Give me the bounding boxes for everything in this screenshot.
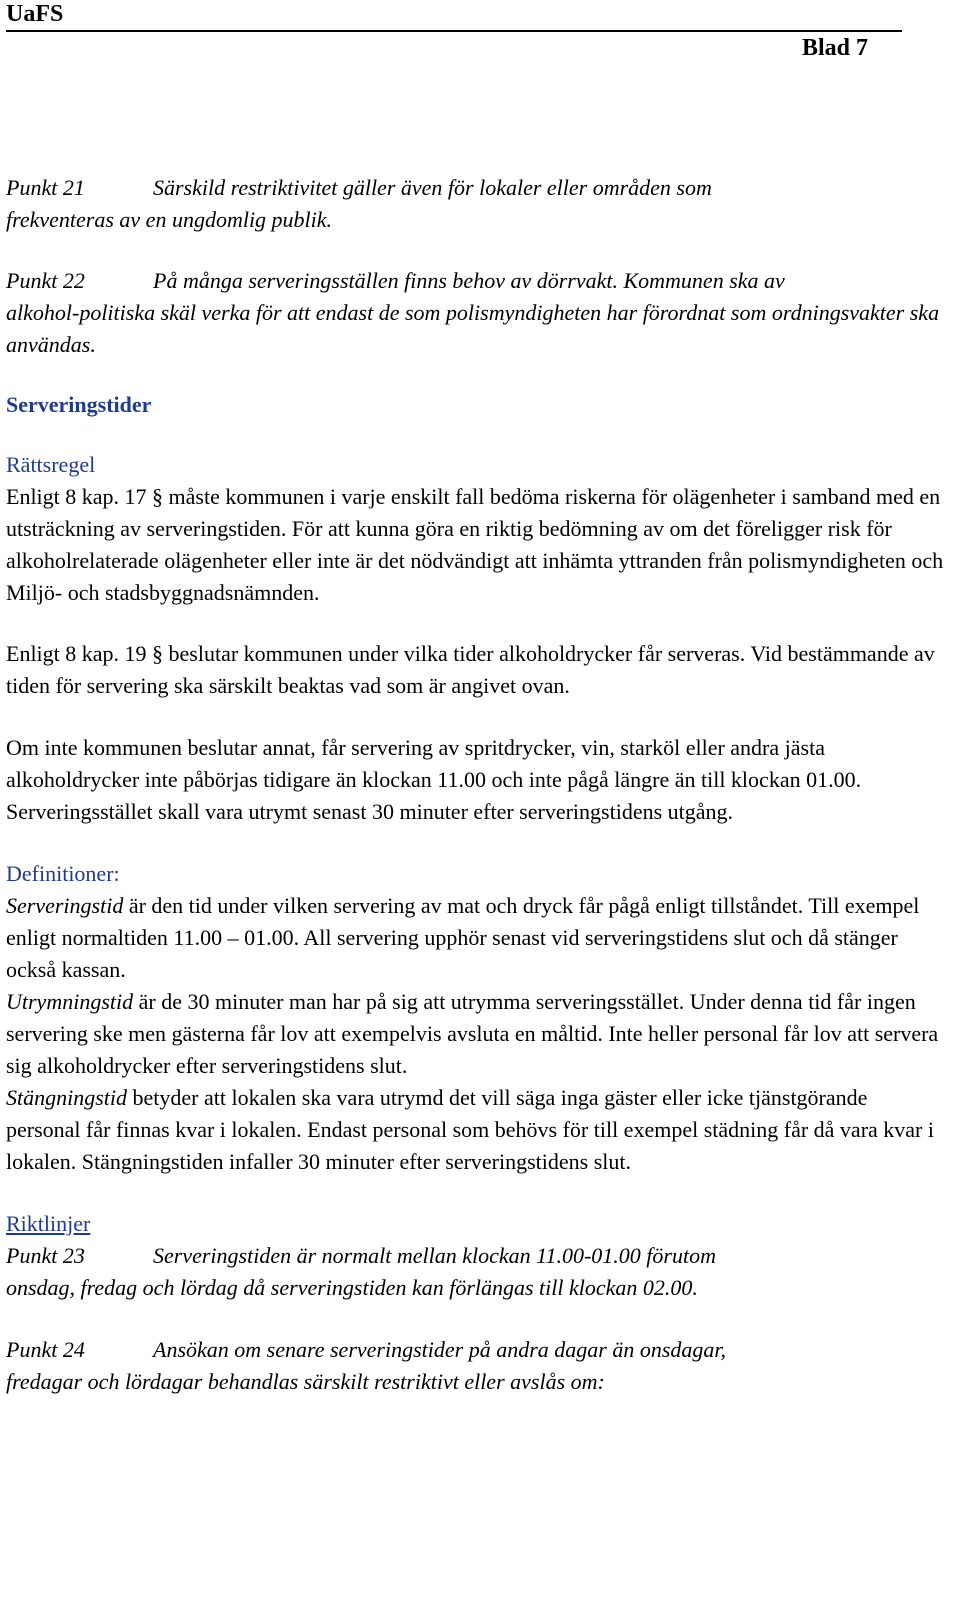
point-23-text: Serveringstiden är normalt mellan klockan 11.00-01.00 förutom [153,1243,716,1268]
definition-term: Serveringstid [6,893,124,918]
point-22-number: Punkt 22 [6,268,85,293]
point-23-cont: onsdag, fredag och lördag då serveringstiden kan förlängas till klockan 02.00. [6,1275,698,1300]
definition-serveringstid [6,890,946,986]
point-24-number: Punkt 24 [6,1337,85,1362]
point-22-cont: alkohol-politiska skäl verka för att endast de som polismyndigheten har förordnat som ordningsvakter ska användas. [6,300,940,357]
definition-utrymningstid [6,986,946,1082]
point-22 [6,265,946,361]
point-24-cont: fredagar och lördagar behandlas särskilt restriktivt eller avslås om: [6,1369,605,1394]
rule-paragraph-3: Om inte kommunen beslutar annat, får servering av spritdrycker, vin, starköl eller andra jästa alkoholdrycker inte påbörjas tidigare än klockan 11.00 och inte pågå längre än till klockan 01.00. Serveringsstället skall vara utrymt senast 30 minuter efter serveringstidens utgång. [6,735,862,824]
point-23-number: Punkt 23 [6,1243,85,1268]
point-21 [6,172,946,236]
definition-text: är den tid under vilken servering av mat och dryck får pågå enligt tillståndet. Till exempel enligt normaltiden 11.00 – 01.00. All servering upphör senast vid serveringstidens slut och då stänger också kassan. [6,893,920,982]
definition-text: är de 30 minuter man har på sig att utrymma serveringsstället. Under denna tid får ingen servering ske men gästerna får lov att exempelvis avsluta en måltid. Inte heller personal får lov att servera sig alkoholdrycker efter serveringstidens slut. [6,989,939,1078]
point-21-cont: frekventeras av en ungdomlig publik. [6,207,333,232]
definition-text: betyder att lokalen ska vara utrymd det vill säga inga gäster eller icke tjänstgörande personal får finnas kvar i lokalen. Endast personal som behövs för till exempel städning får då vara kvar i lokalen. Stängningstiden infaller 30 minuter efter serveringstidens slut. [6,1085,934,1174]
rule-paragraph-2: Enligt 8 kap. 19 § beslutar kommunen under vilka tider alkoholdrycker får serveras. Vid bestämmande av tiden för servering ska särskilt beaktas vad som är angivet ovan. [6,641,935,698]
point-21-number: Punkt 21 [6,175,85,200]
point-22-text: På många serveringsställen finns behov av dörrvakt. Kommunen ska av [153,268,785,293]
rule-paragraph-1: Enligt 8 kap. 17 § måste kommunen i varje enskilt fall bedöma riskerna för olägenheter i samband med en utsträckning av serveringstiden. För att kunna göra en riktig bedömning av om det föreligger risk för alkoholrelaterade olägenheter eller inte är det nödvändigt att inhämta yttranden från polismyndigheten och Miljö- och stadsbyggnadsnämnden. [6,484,944,605]
point-24-text: Ansökan om senare serveringstider på andra dagar än onsdagar, [153,1337,726,1362]
guidelines-heading: Riktlinjer [6,1211,91,1236]
point-24 [6,1334,946,1398]
point-23 [6,1240,946,1304]
header-org: UaFS [6,1,64,27]
page-number: Blad 7 [802,35,869,61]
point-21-text: Särskild restriktivitet gäller även för lokaler eller områden som [153,175,712,200]
document-body [6,172,946,1398]
section-title: Serveringstider [6,392,152,417]
rule-heading: Rättsregel [6,452,96,477]
definition-term: Stängningstid [6,1085,128,1110]
definition-term: Utrymningstid [6,989,134,1014]
header-rule [6,30,902,32]
definitions-heading: Definitioner: [6,861,120,886]
definition-stangningstid [6,1082,946,1178]
